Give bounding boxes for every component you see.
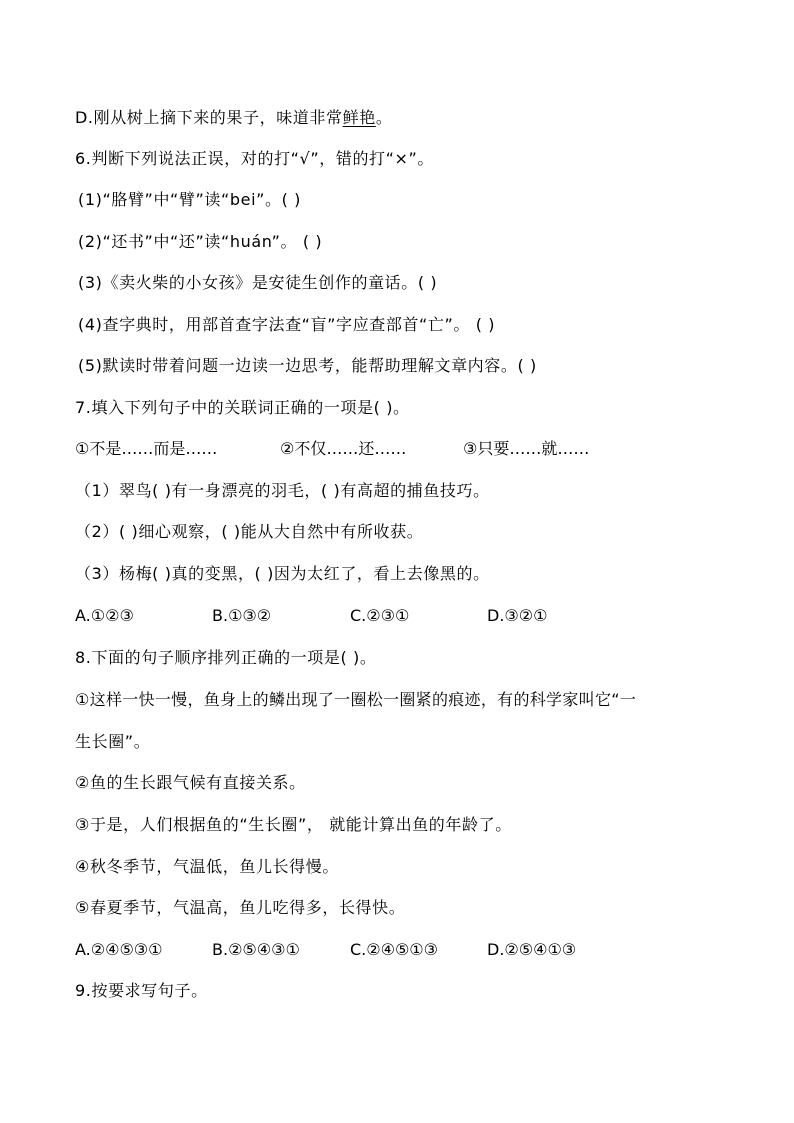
q7-sentence-2: （2）( )细心观察，( )能从大自然中有所收获。: [75, 522, 424, 541]
q6-item-1: (1)“胳臂”中“臂”读“bei”。( ): [78, 190, 302, 209]
q8-option-b: B.②⑤④③①: [212, 940, 300, 959]
q8-option-d: D.②⑤④①③: [487, 940, 577, 959]
q8-title: 8.下面的句子顺序排列正确的一项是( )。: [75, 648, 377, 667]
q8-sentence-3: ③于是，人们根据鱼的“生长圈”， 就能计算出鱼的年龄了。: [75, 815, 512, 834]
q8-option-c: C.②④⑤①③: [350, 940, 438, 959]
q8-option-a: A.②④⑤③①: [75, 940, 163, 959]
q5-option-d-prefix: D.刚从树上摘下来的果子，味道非常: [75, 108, 343, 127]
q7-option-b: B.①③②: [212, 606, 272, 625]
q6-title: 6.判断下列说法正误，对的打“√”，错的打“×”。: [75, 149, 435, 168]
q5-option-d-underlined-word: 鲜艳: [342, 108, 376, 127]
q8-sentence-2: ②鱼的生长跟气候有直接关系。: [75, 773, 306, 792]
q7-option-c: C.②③①: [350, 606, 410, 625]
q7-option-a: A.①②③: [75, 606, 134, 625]
q8-sentence-4: ④秋冬季节，气温低，鱼儿长得慢。: [75, 857, 339, 876]
q7-conjunction-1: ①不是……而是……: [75, 439, 218, 458]
q9-title: 9.按要求写句子。: [75, 981, 208, 1000]
q5-option-d: [75, 108, 392, 128]
q7-option-d: D.③②①: [487, 606, 548, 625]
q6-item-4: (4)查字典时，用部首查字法查“盲”字应查部首“亡”。 ( ): [78, 315, 496, 334]
q8-sentence-1-line-2: 生长圈”。: [75, 732, 151, 751]
q6-item-3: (3)《卖火柴的小女孩》是安徒生创作的童话。( ): [78, 273, 438, 292]
q5-option-d-suffix: 。: [375, 108, 393, 127]
q7-title: 7.填入下列句子中的关联词正确的一项是( )。: [75, 398, 410, 417]
q7-sentence-1: （1）翠鸟( )有一身漂亮的羽毛，( )有高超的捕鱼技巧。: [75, 481, 490, 500]
q7-conjunction-3: ③只要……就……: [463, 439, 590, 458]
q8-sentence-1-line-1: ①这样一快一慢，鱼身上的鳞出现了一圈松一圈紧的痕迹，有的科学家叫它“一: [75, 690, 637, 709]
q8-sentence-5: ⑤春夏季节，气温高，鱼儿吃得多，长得快。: [75, 898, 406, 917]
q6-item-2: (2)“还书”中“还”读“huán”。 ( ): [78, 232, 323, 251]
q7-conjunction-2: ②不仅……还……: [280, 439, 407, 458]
q7-sentence-3: （3）杨梅( )真的变黑，( )因为太红了，看上去像黑的。: [75, 564, 490, 583]
q6-item-5: (5)默读时带着问题一边读一边思考，能帮助理解文章内容。( ): [78, 356, 537, 375]
